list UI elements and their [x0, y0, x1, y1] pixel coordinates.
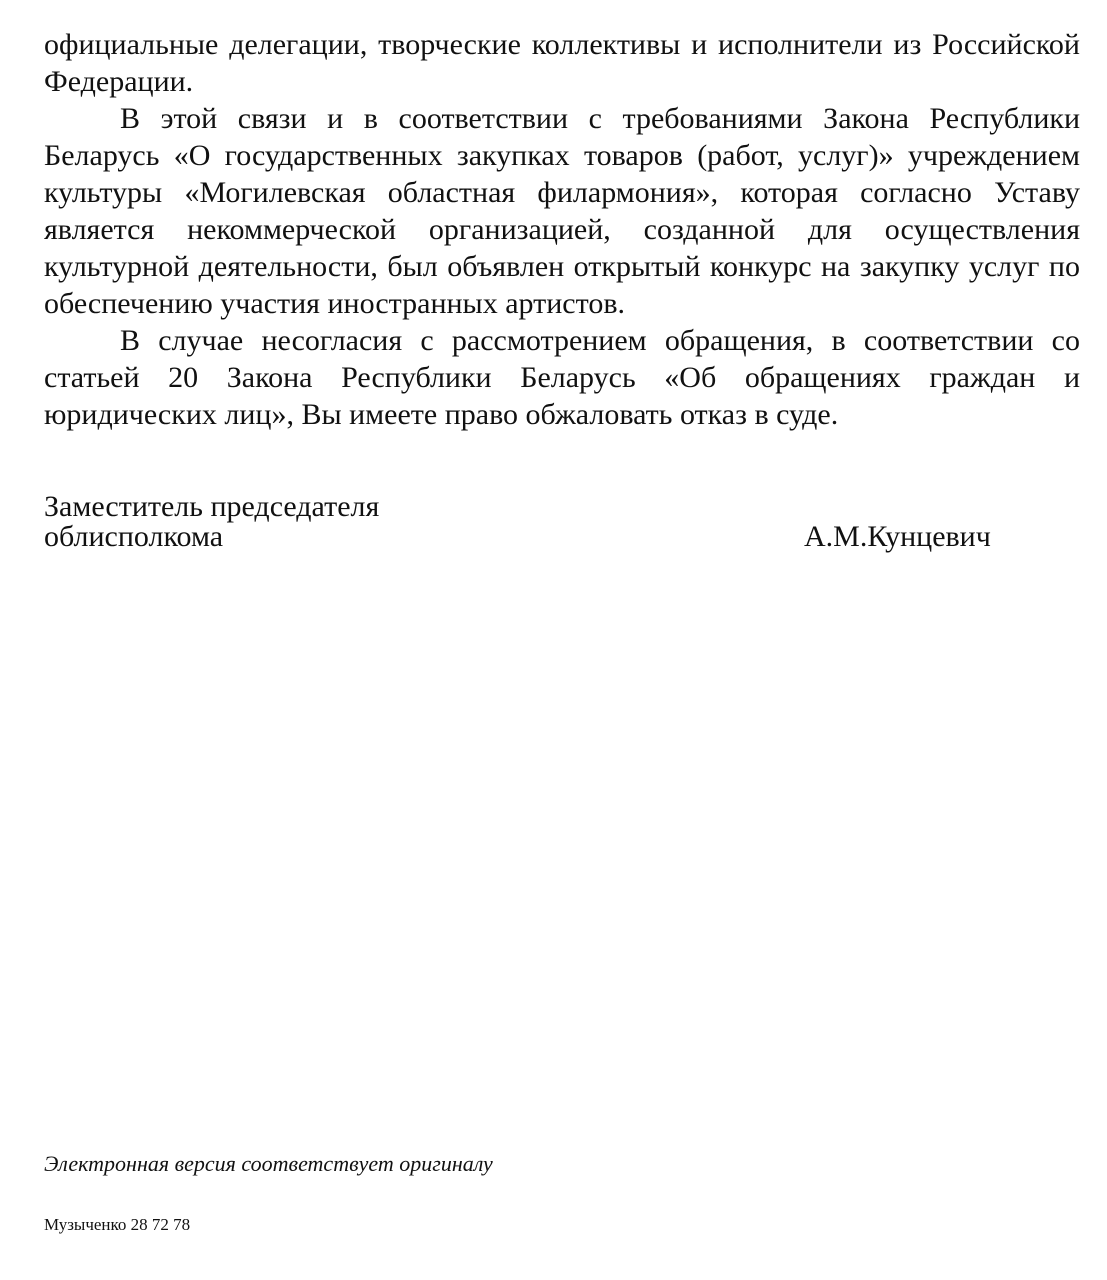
- letter-body: [44, 26, 1080, 433]
- paragraph-procurement: В этой связи и в соответствии с требованиями Закона Республики Беларусь «О государственных закупках товаров (работ, услуг)» учреждением культуры «Могилевская областная филармония», которая согласно Уставу является некоммерческой организацией, созданной для осуществления культурной деятельности, был объявлен открытый конкурс на закупку услуг по обеспечению участия иностранных артистов.: [44, 102, 1080, 320]
- executor-contact: Музыченко 28 72 78: [44, 1215, 191, 1234]
- signer-title-line2: облисполкома: [44, 520, 224, 553]
- paragraph-appeal-rights: В случае несогласия с рассмотрением обращения, в соответствии со статьей 20 Закона Республики Беларусь «Об обращениях граждан и юридических лиц», Вы имеете право обжаловать отказ в суде.: [44, 324, 1080, 431]
- signature-block: [44, 492, 1044, 552]
- electronic-version-note: Электронная версия соответствует оригиналу: [44, 1151, 493, 1176]
- paragraph-continuation: официальные делегации, творческие коллективы и исполнители из Российской Федерации.: [44, 28, 1080, 98]
- signer-title-line1: Заместитель председателя: [44, 490, 380, 523]
- signer-name: А.М.Кунцевич: [804, 520, 991, 553]
